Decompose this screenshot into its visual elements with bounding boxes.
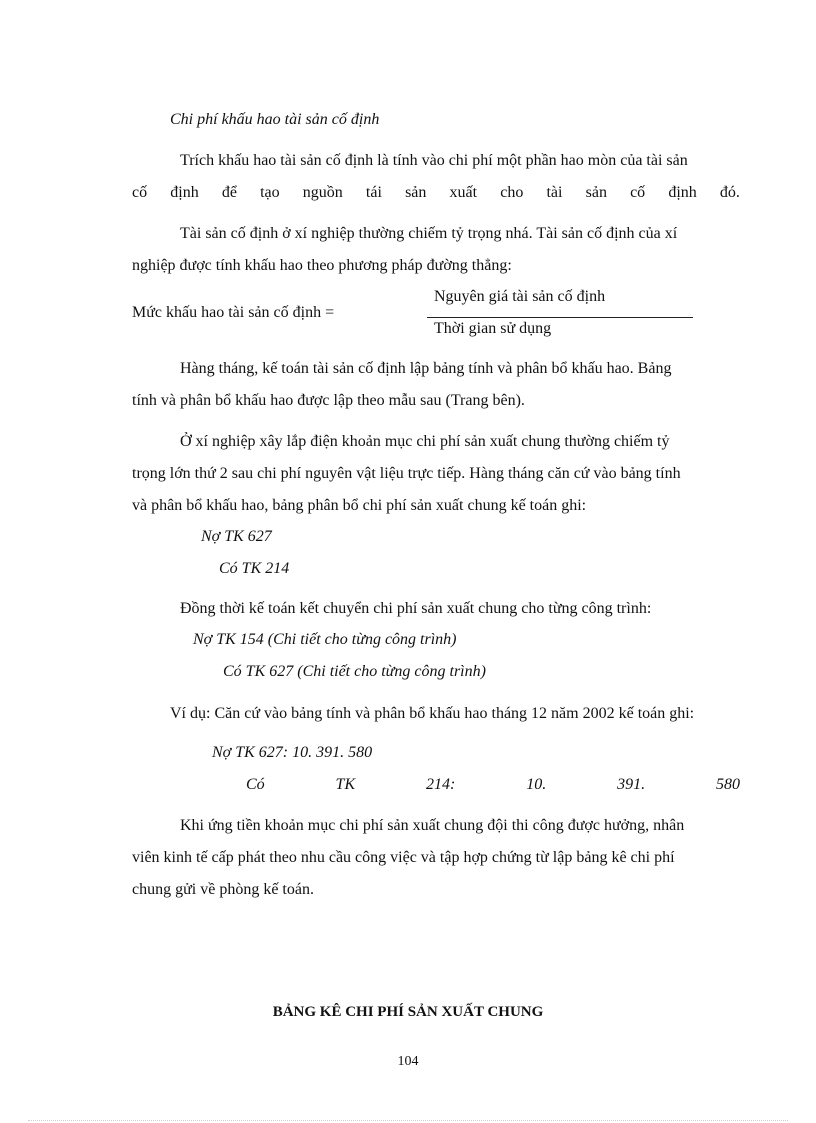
para1-word: xuất <box>449 184 478 201</box>
para1-word: tài <box>546 184 563 201</box>
para1-line1: Trích khấu hao tài sản cố định là tính vào chi phí một phần hao mòn của tài sản <box>180 152 688 169</box>
para1-word: nguồn <box>302 184 343 201</box>
para2-line2: nghiệp được tính khấu hao theo phương pháp đường thẳng: <box>132 257 512 274</box>
entry2-credit: Có TK 627 (Chi tiết cho từng công trình) <box>223 663 486 680</box>
formula-denominator: Thời gian sử dụng <box>434 320 552 337</box>
example-credit-part: 580 <box>715 776 740 793</box>
entry1-debit: Nợ TK 627 <box>201 528 272 545</box>
para3-line1: Hàng tháng, kế toán tài sản cố định lập bảng tính và phân bổ khấu hao. Bảng <box>180 360 672 377</box>
example-credit-part: 214: <box>426 776 456 793</box>
para1-word: để <box>221 184 237 201</box>
entry1-credit: Có TK 214 <box>219 560 290 577</box>
example-debit: Nợ TK 627: 10. 391. 580 <box>212 744 373 761</box>
fraction-bar <box>427 317 693 318</box>
para1-word: tái <box>365 184 382 201</box>
example-intro: Ví dụ: Căn cứ vào bảng tính và phân bổ khấu hao tháng 12 năm 2002 kế toán ghi: <box>170 705 695 722</box>
para6-line1: Khi ứng tiền khoản mục chi phí sản xuất chung đội thi công được hưởng, nhân <box>180 817 685 834</box>
para1-word: cố <box>630 184 646 201</box>
para1-word: định <box>668 184 697 201</box>
footer-divider <box>28 1120 788 1121</box>
para3-line2: tính và phân bổ khấu hao được lập theo mẫu sau (Trang bên). <box>132 392 525 409</box>
example-credit-part: 391. <box>617 776 646 793</box>
entry2-debit: Nợ TK 154 (Chi tiết cho từng công trình) <box>193 631 457 648</box>
para4-line3: và phân bổ khấu hao, bảng phân bổ chi phí sản xuất chung kế toán ghi: <box>132 497 587 514</box>
para5: Đồng thời kế toán kết chuyển chi phí sản xuất chung cho từng công trình: <box>180 600 652 617</box>
section-heading: Chi phí khấu hao tài sản cố định <box>170 111 380 128</box>
formula-numerator: Nguyên giá tài sản cố định <box>434 288 606 305</box>
para4-line1: Ở xí nghiệp xây lắp điện khoản mục chi phí sản xuất chung thường chiếm tỷ <box>180 433 670 450</box>
example-credit-part: 10. <box>526 776 547 793</box>
para1-word: cho <box>500 184 524 201</box>
para1-word: sản <box>585 184 607 201</box>
formula-label: Mức khấu hao tài sản cố định = <box>132 304 335 321</box>
para4-line2: trọng lớn thứ 2 sau chi phí nguyên vật liệu trực tiếp. Hàng tháng căn cứ vào bảng tính <box>132 465 681 482</box>
para1-line2 <box>132 183 740 203</box>
page-number: 104 <box>397 1054 419 1069</box>
para1-word: định <box>170 184 199 201</box>
para1-word: tạo <box>260 184 280 201</box>
para1-word: sản <box>405 184 427 201</box>
table-title: BẢNG KÊ CHI PHÍ SẢN XUẤT CHUNG <box>272 1004 544 1020</box>
para6-line3: chung gửi về phòng kế toán. <box>132 881 314 898</box>
para6-line2: viên kinh tế cấp phát theo nhu cầu công việc và tập hợp chứng từ lập bảng kê chi phí <box>132 849 675 866</box>
para1-word: đó. <box>719 184 740 201</box>
example-credit <box>246 775 740 795</box>
example-credit-part: TK <box>335 776 356 793</box>
example-credit-part: Có <box>246 776 265 793</box>
para2-line1: Tài sản cố định ở xí nghiệp thường chiếm tỷ trọng nhá. Tài sản cố định của xí <box>180 225 678 242</box>
para1-word: cố <box>132 184 148 201</box>
